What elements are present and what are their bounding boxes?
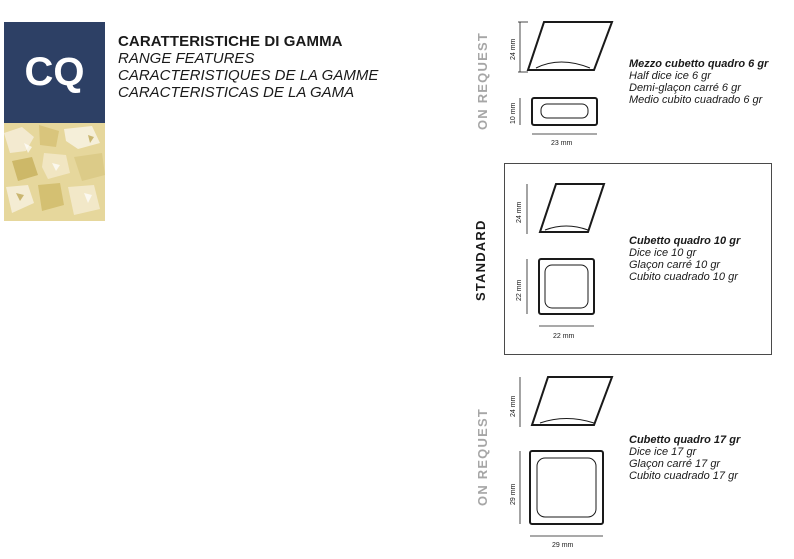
description-line: Demi-glaçon carré 6 gr <box>629 82 741 94</box>
section-label-on-request-2: ON REQUEST <box>475 408 490 506</box>
dim-depth-1: 10 mm <box>510 102 517 124</box>
dim-height-3: 24 mm <box>510 395 517 417</box>
description-line: Cubito cuadrado 10 gr <box>629 271 738 283</box>
description-line: Medio cubito cuadrado 6 gr <box>629 94 763 106</box>
dim-depth-3: 29 mm <box>510 483 517 505</box>
description-title: Cubetto quadro 10 gr <box>629 235 741 247</box>
standard-cube-front-view <box>527 259 594 326</box>
dim-width-2: 22 mm <box>553 333 575 340</box>
description-line: Half dice ice 6 gr <box>629 70 711 82</box>
range-code: CQ <box>24 50 85 94</box>
dim-width-3: 29 mm <box>552 542 574 549</box>
standard-cube-side-view <box>527 184 604 234</box>
half-cube-side-view <box>518 22 612 72</box>
description-section-1 <box>629 58 768 106</box>
large-cube-side-view <box>520 377 612 427</box>
description-line: Glaçon carré 17 gr <box>629 458 721 470</box>
dim-height-1: 24 mm <box>510 38 517 60</box>
description-title: Cubetto quadro 17 gr <box>629 434 741 446</box>
description-line: Glaçon carré 10 gr <box>629 259 721 271</box>
dim-height-2: 24 mm <box>516 201 523 223</box>
heading-title: CARATTERISTICHE DI GAMMA <box>118 33 343 50</box>
heading-line-en: RANGE FEATURES <box>118 50 255 67</box>
dim-depth-2: 22 mm <box>516 279 523 301</box>
dim-width-1: 23 mm <box>551 140 573 147</box>
description-section-3 <box>629 434 740 482</box>
heading-line-fr: CARACTERISTIQUES DE LA GAMME <box>118 67 379 84</box>
half-cube-front-view <box>520 98 597 134</box>
description-section-2 <box>629 235 740 283</box>
section-label-standard: STANDARD <box>473 219 488 301</box>
description-line: Dice ice 10 gr <box>629 247 697 259</box>
description-line: Cubito cuadrado 17 gr <box>629 470 738 482</box>
section-label-on-request-1: ON REQUEST <box>475 32 490 130</box>
large-cube-front-view <box>520 451 603 536</box>
heading-line-es: CARACTERISTICAS DE LA GAMA <box>118 84 355 101</box>
description-line: Dice ice 17 gr <box>629 446 697 458</box>
description-title: Mezzo cubetto quadro 6 gr <box>629 58 769 70</box>
